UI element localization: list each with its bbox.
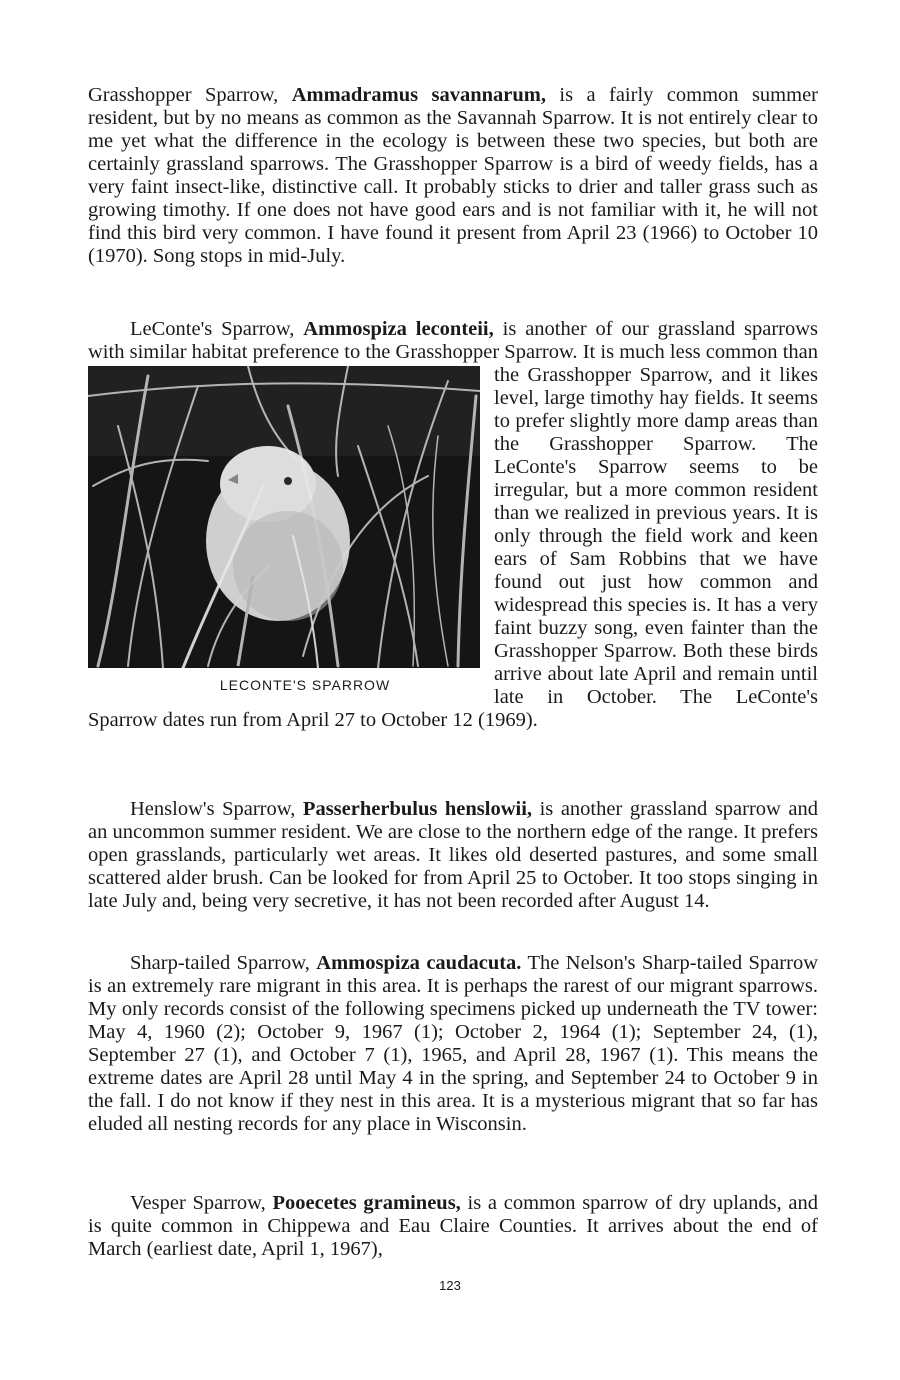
species-common-name: Grasshopper Sparrow,	[88, 84, 292, 106]
paragraph-henslow-sparrow	[88, 798, 818, 913]
species-scientific-name: Ammadramus savannarum,	[291, 84, 546, 106]
photo-figure	[88, 366, 480, 701]
species-scientific-name: Passerherbulus henslowii,	[302, 798, 533, 820]
paragraph-body: The Nelson's Sharp-tailed Sparrow is an extremely rare migrant in this area. It is perhaps the rarest of our migrant sparrows. My only records consist of the following specimens picked up underneath the TV tower: May 4, 1960 (2); October 9, 1967 (1); October 2, 1964 (1); September 24, (1), September 27 (1), and October 7 (1), 1965, and April 28, 1967 (1). This means the extreme dates are April 28 until May 4 in the spring, and September 24 to October 9 in the fall. I do not know if they nest in this area. It is a mysterious migrant that so far has eluded all nesting records for any place in Wisconsin.	[88, 952, 818, 1135]
species-common-name: Sharp-tailed Sparrow,	[130, 952, 317, 974]
species-common-name: LeConte's Sparrow,	[130, 318, 304, 340]
species-common-name: Vesper Sparrow,	[130, 1192, 273, 1214]
photo-caption: LECONTE'S SPARROW	[219, 677, 391, 693]
paragraph-body: is a common sparrow of dry uplands, and is quite common in Chippewa and Eau Claire Counties. It arrives about the end of March (earliest date, April 1, 1967),	[88, 1192, 818, 1260]
species-scientific-name: Ammospiza leconteii,	[303, 318, 494, 340]
paragraph-body-rest: likes level, large timothy hay fields. It seems to prefer slightly more damp areas than the Grasshopper Sparrow. The LeConte's Sparrow seems to be irregular, but a more common resident than we realized in previous years. It is only through the field work and keen ears of Sam Robbins that we have found out just how common and widespread this species is. It has a very faint buzzy song, even fainter than the Grasshopper Sparrow. Both these birds arrive about late April and remain until late in October. The LeConte's Sparrow dates run from April 27 to October 12 (1969).	[88, 364, 818, 731]
page-number: 123	[439, 1278, 461, 1293]
paragraph-grasshopper-sparrow	[88, 84, 818, 268]
leconte-sparrow-photo	[88, 366, 480, 668]
paragraph-leconte-sparrow	[88, 318, 818, 732]
paragraph-body: is a fairly common summer resident, but by no means as common as the Savannah Sparrow. It is not entirely clear to me yet what the difference in the ecology is between these two species, but both are certainly grassland sparrows. The Grasshopper Sparrow is a bird of weedy fields, has a very faint insect-like, distinctive call. It probably sticks to drier and taller grass such as growing timothy. If one does not have good ears and is not familiar with it, he will not find this bird very common. I have found it present from April 23 (1966) to October 10 (1970). Song stops in mid-July.	[88, 84, 818, 267]
paragraph-body-lead: is another of our grassland sparrows with similar habitat preference to the Grasshopper Sparrow. It is much less common than the Grasshopper Sparrow, and it	[88, 318, 818, 386]
paragraph-vesper-sparrow	[88, 1192, 818, 1261]
paragraph-sharp-tailed-sparrow	[88, 952, 818, 1136]
species-scientific-name: Pooecetes gramineus,	[272, 1192, 461, 1214]
species-common-name: Henslow's Sparrow,	[130, 798, 303, 820]
species-scientific-name: Ammospiza caudacuta.	[316, 952, 522, 974]
paragraph-body: is another grassland sparrow and an uncommon summer resident. We are close to the northern edge of the range. It prefers open grasslands, particularly wet areas. It likes old deserted pastures, and some small scattered alder brush. Can be looked for from April 25 to October. It too stops singing in late July and, being very secretive, it has not been recorded after August 14.	[88, 798, 819, 912]
